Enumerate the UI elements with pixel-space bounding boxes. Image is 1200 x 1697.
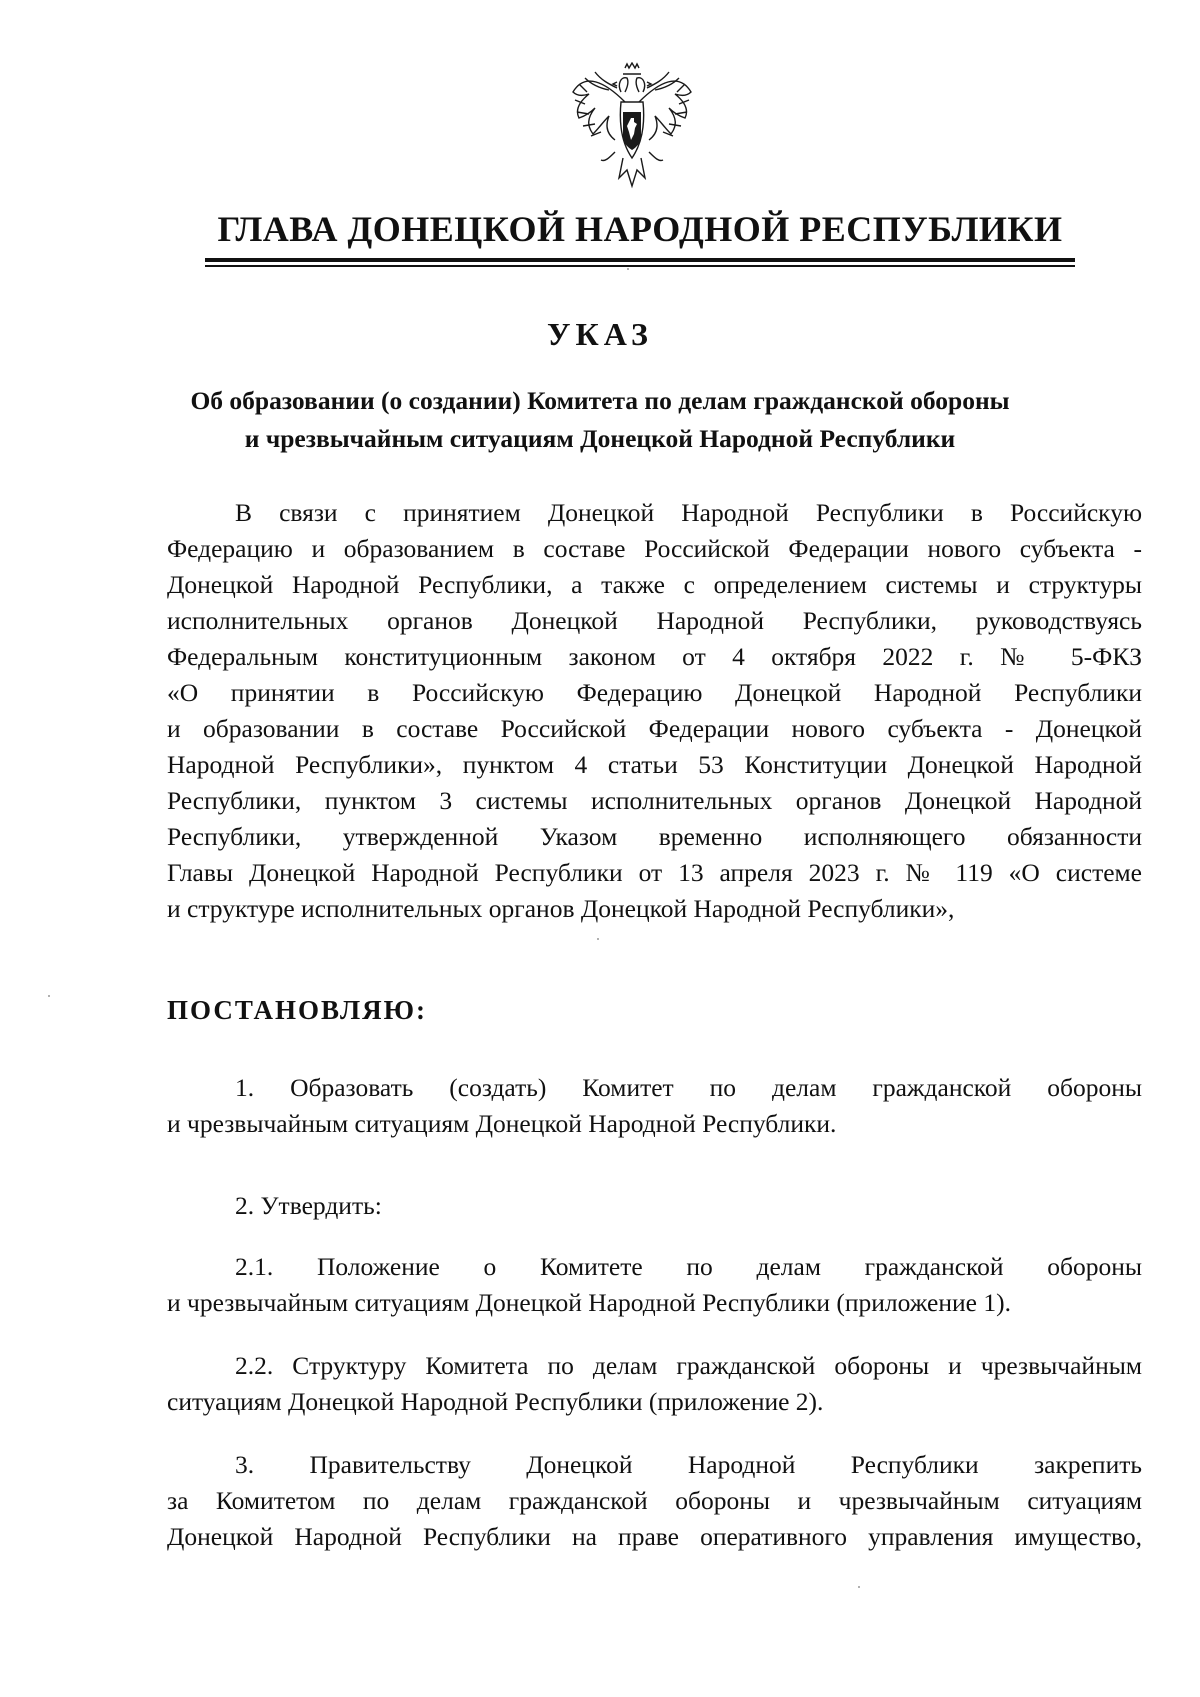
item-line: 2.1. Положение о Комитете по делам гражданской обороны bbox=[235, 1252, 1142, 1281]
preamble-line: Федеральным конституционным законом от 4 октября 2022 г. № 5-ФКЗ bbox=[167, 642, 1142, 671]
subject-line: Об образовании (о создании) Комитета по делам гражданской обороны bbox=[190, 386, 1010, 415]
item-3 bbox=[167, 1447, 1142, 1555]
item-line: 2. Утвердить: bbox=[235, 1191, 382, 1220]
preamble-line: «О принятии в Российскую Федерацию Донецкой Народной Республики bbox=[167, 678, 1142, 707]
header-divider-thick bbox=[205, 258, 1075, 262]
scan-speck bbox=[597, 938, 599, 940]
preamble-line: Республики, пунктом 3 системы исполнительных органов Донецкой Народной bbox=[167, 786, 1142, 815]
preamble-line: Донецкой Народной Республики, а также с определением системы и структуры bbox=[167, 570, 1142, 599]
item-line: и чрезвычайным ситуациям Донецкой Народной Республики. bbox=[167, 1109, 837, 1138]
item-line: 2.2. Структуру Комитета по делам гражданской обороны и чрезвычайным bbox=[235, 1351, 1142, 1380]
header-divider-thin bbox=[205, 265, 1075, 267]
preamble-line: исполнительных органов Донецкой Народной Республики, руководствуясь bbox=[167, 606, 1142, 635]
preamble-line: Республики, утвержденной Указом временно исполняющего обязанности bbox=[167, 822, 1142, 851]
preamble-line: и образовании в составе Российской Федерации нового субъекта - Донецкой bbox=[167, 714, 1142, 743]
preamble-line: и структуре исполнительных органов Донецкой Народной Республики», bbox=[167, 894, 955, 923]
document-type: УКАЗ bbox=[547, 316, 653, 352]
item-line: 3. Правительству Донецкой Народной Республики закрепить bbox=[235, 1450, 1142, 1479]
item-line: и чрезвычайным ситуациям Донецкой Народной Республики (приложение 1). bbox=[167, 1288, 1011, 1317]
issuer-title: ГЛАВА ДОНЕЦКОЙ НАРОДНОЙ РЕСПУБЛИКИ bbox=[217, 209, 1063, 249]
double-headed-eagle-coat-of-arms-icon bbox=[565, 62, 699, 198]
item-line: ситуациям Донецкой Народной Республики (приложение 2). bbox=[167, 1387, 824, 1416]
decree-operative-word: ПОСТАНОВЛЯЮ: bbox=[167, 995, 427, 1025]
scan-speck bbox=[627, 268, 629, 270]
item-2-1 bbox=[167, 1249, 1142, 1321]
scan-speck bbox=[858, 1586, 860, 1588]
preamble bbox=[167, 495, 1142, 927]
item-line: Донецкой Народной Республики на праве оперативного управления имущество, bbox=[167, 1522, 1142, 1551]
document-subject bbox=[150, 382, 1050, 458]
item-line: 1. Образовать (создать) Комитет по делам гражданской обороны bbox=[235, 1073, 1142, 1102]
item-1 bbox=[167, 1070, 1142, 1142]
subject-line: и чрезвычайным ситуациям Донецкой Народной Республики bbox=[244, 424, 956, 453]
preamble-line: Народной Республики», пунктом 4 статьи 53 Конституции Донецкой Народной bbox=[167, 750, 1142, 779]
preamble-line: Главы Донецкой Народной Республики от 13 апреля 2023 г. № 119 «О системе bbox=[167, 858, 1142, 887]
preamble-line: В связи с принятием Донецкой Народной Республики в Российскую bbox=[235, 498, 1142, 527]
preamble-line: Федерацию и образованием в составе Российской Федерации нового субъекта - bbox=[167, 534, 1142, 563]
item-line: за Комитетом по делам гражданской обороны и чрезвычайным ситуациям bbox=[167, 1486, 1142, 1515]
scan-speck bbox=[48, 995, 50, 997]
item-2-2 bbox=[167, 1348, 1142, 1420]
item-2 bbox=[167, 1188, 1142, 1224]
